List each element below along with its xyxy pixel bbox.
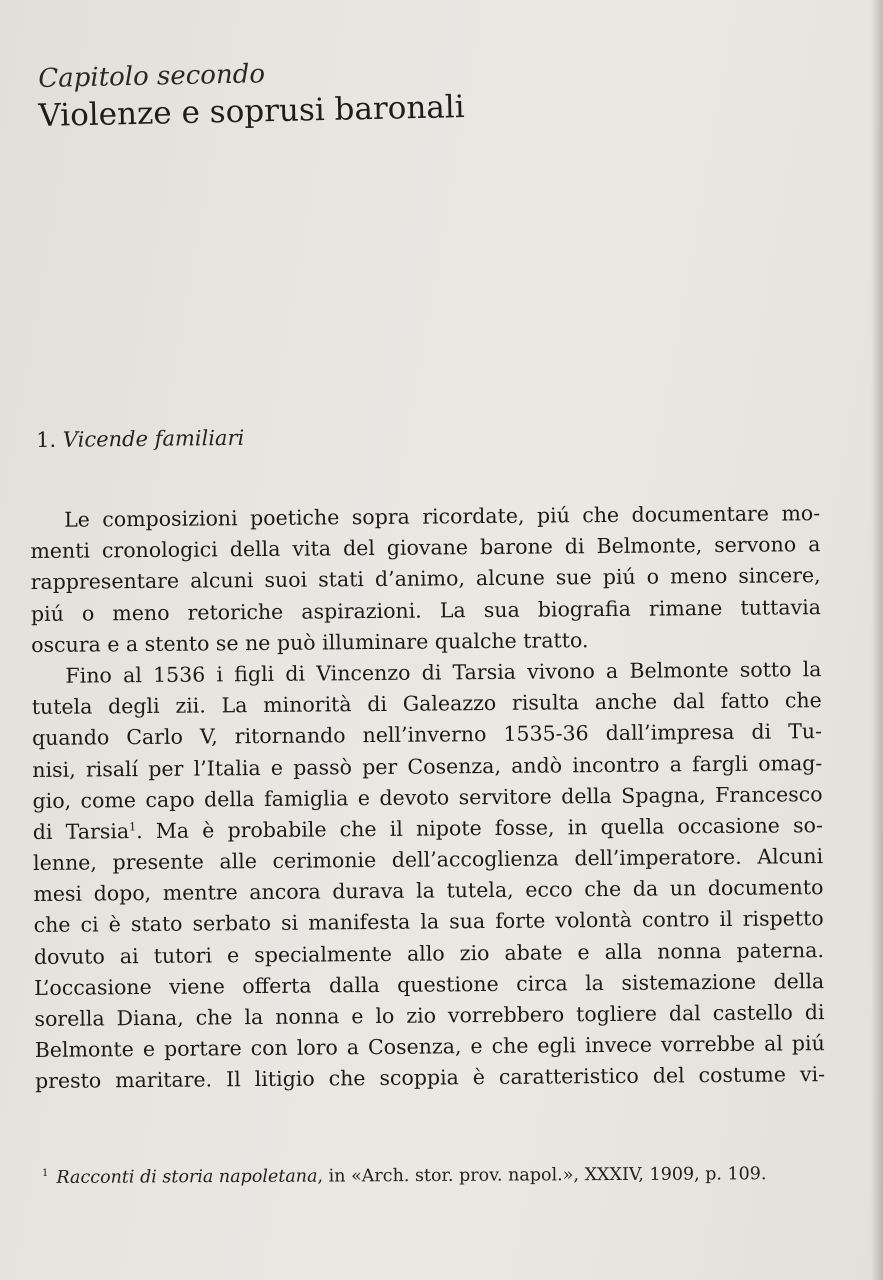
footnote-anchor-text: di Tarsia <box>32 819 130 844</box>
text-line: presto maritare. Il litigio che scoppia è caratteristico del costume vi- <box>34 1062 826 1094</box>
text-line: nisi, risalí per l’Italia e passò per Cosenza, andò incontro a fargli omag- <box>32 750 823 782</box>
footnote-citation: , in «Arch. stor. prov. napol.», XXXIV, 1909, p. 109. <box>317 1164 767 1187</box>
section-title: Vicende familiari <box>62 425 245 452</box>
text-line: che ci è stato serbato si manifesta la sua forte volontà contro il rispetto <box>33 906 824 938</box>
chapter-label: Capitolo secondo <box>38 59 266 94</box>
text-line: gio, come capo della famiglia e devoto servitore della Spagna, Francesco <box>32 781 823 813</box>
text-line: oscura e a stento se ne può illuminare qualche tratto. <box>31 627 589 657</box>
text-line: quando Carlo V, ritornando nell’inverno 1535-36 dall’impresa di Tu- <box>31 719 823 751</box>
text-line: sorella Diana, che la nonna e lo zio vorrebbero togliere dal castello di <box>34 1000 825 1031</box>
text-line: L’occasione viene offerta dalla questione circa la sistemazione della <box>34 968 825 1000</box>
chapter-title: Violenze e soprusi baronali <box>38 89 466 134</box>
footnote-marker: 1 <box>42 1168 49 1180</box>
text-line: Fino al 1536 i figli di Vincenzo di Tarsia vivono a Belmonte sotto la <box>65 657 822 688</box>
footnote-cited-title: Racconti di storia napoletana <box>56 1166 318 1188</box>
text-line: mesi dopo, mentre ancora durava la tutela, ecco che da un documento <box>33 875 824 907</box>
text-line-rest: Ma è probabile che il nipote fosse, in quella occasione so- <box>155 812 823 843</box>
section-heading <box>36 426 244 452</box>
text-line: Belmonte e portare con loro a Cosenza, e che egli invece vorrebbe al piú <box>34 1031 825 1063</box>
page-edge-shadow <box>871 0 883 1280</box>
text-line: lenne, presente alle cerimonie dell’accoglienza dell’imperatore. Alcuni <box>33 844 824 876</box>
text-line-with-footnote: di Tarsia$^1$. Ma è probabile che il nipote fosse, in quella occasione so- <box>32 812 823 844</box>
section-number: 1. <box>36 427 57 452</box>
footnote <box>42 1164 822 1188</box>
text-line: tutela degli zii. La minorità di Galeazzo risulta anche dal fatto che <box>31 688 822 720</box>
text-line: Le composizioni poetiche sopra ricordate, piú che documentare mo- <box>64 501 821 532</box>
footnote-reference: 1 <box>129 820 137 834</box>
text-line: rappresentare alcuni suoi stati d’animo, alcune sue piú o meno sincere, <box>30 563 821 595</box>
body-text <box>30 498 825 1097</box>
text-line: dovuto ai tutori e specialmente allo zio abate e alla nonna paterna. <box>33 937 825 969</box>
text-line: menti cronologici della vita del giovane barone di Belmonte, servono a <box>30 532 821 564</box>
text-line: piú o meno retoriche aspirazioni. La sua biografia rimane tuttavia <box>30 594 822 626</box>
